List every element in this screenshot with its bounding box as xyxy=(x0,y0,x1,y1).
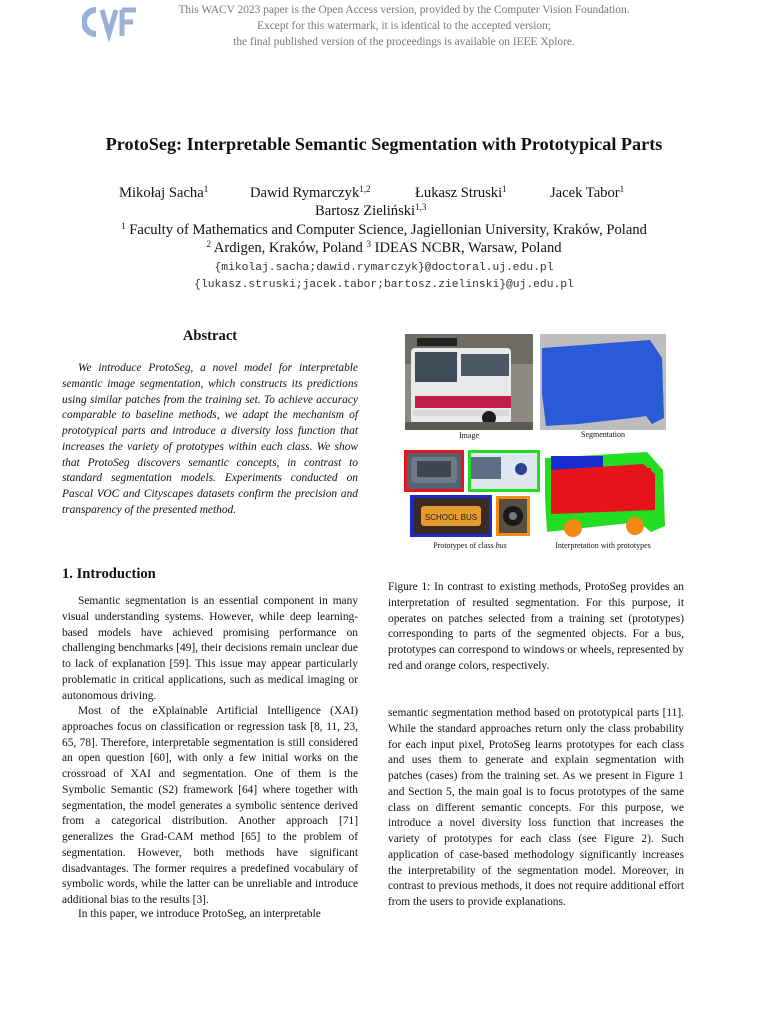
figure-label-image: Image xyxy=(459,431,479,440)
watermark xyxy=(150,2,658,50)
author-sup: 1 xyxy=(619,184,625,194)
email-line: {lukasz.struski;jacek.tabor;bartosz.zielinski}@uj.edu.pl xyxy=(194,279,574,291)
interpretation-map xyxy=(543,448,667,540)
author xyxy=(550,185,624,202)
paragraph: In this paper, we introduce ProtoSeg, an interpretable xyxy=(78,908,321,920)
bus-destination-text: SCHOOL BUS xyxy=(424,513,478,522)
figure-label-prototypes: Prototypes of class bus xyxy=(433,541,507,550)
author-sup: 1,3 xyxy=(415,202,427,212)
cvf-logo xyxy=(82,4,142,44)
bus-photo xyxy=(405,334,533,430)
author xyxy=(119,185,208,202)
watermark-line: This WACV 2023 paper is the Open Access version, provided by the Computer Vision Foundation. xyxy=(178,4,630,16)
author-name: Bartosz Zieliński xyxy=(315,203,416,219)
paragraph: semantic segmentation method based on prototypical parts [11]. While the standard approaches return only the class probability for each input pixel, ProtoSeg learns prototypes for each class and uses them to generate and explain segmentation with patches (cases) from the training set. As we present in Figure 1 and Section 5, the main goal is to focus prototypes of the same class on different semantic concepts. For this purpose, we introduce a novel diversity loss function that increases the variety of prototypes for each class (see Figure 2). Such application of case-based methodology significantly increases the interpretability of the segmentation model. Moreover, in contrast to previous methods, it does not require additional effort from the users to provide explanations. xyxy=(388,707,684,908)
author-name: Dawid Rymarczyk xyxy=(250,185,360,201)
abstract-heading: Abstract xyxy=(182,328,238,344)
segmentation-mask xyxy=(540,334,666,430)
author-sup: 1 xyxy=(502,184,507,194)
author-sup: 1 xyxy=(203,184,209,194)
prototype-sign-blue xyxy=(410,495,492,537)
figure-label-segmentation: Segmentation xyxy=(581,430,625,439)
abstract-text: We introduce ProtoSeg, a novel model for interpretable semantic image segmentation, which constructs its predictions using similar patches from the training set. To achieve accuracy comparable to baseline methods, we adapt the mechanism of prototypical parts and introduce a diversity loss function that increases the variety of prototypes within each class. We show that ProtoSeg discovers semantic concepts, in contrast to standard segmentation models. Experiments conducted on Pascal VOC and Cityscapes datasets confirm the precision and transparency of the presented method. xyxy=(62,362,358,516)
figure-1 xyxy=(400,330,670,556)
email-line: {mikolaj.sacha;dawid.rymarczyk}@doctoral.uj.edu.pl xyxy=(214,262,554,274)
author-name: Jacek Tabor xyxy=(550,185,620,201)
figure-label-interpretation: Interpretation with prototypes xyxy=(555,541,651,550)
author-name: Łukasz Struski xyxy=(415,185,503,201)
prototype-window-red xyxy=(404,450,464,492)
figure-caption: Figure 1: In contrast to existing methods, ProtoSeg provides an interpretation of resulted segmentation. For this purpose, it operates on patches selected from a training set (prototypes) corresponding to parts of the segmented objects. For a bus, prototypes can correspond to windows or wheels, represented by red and orange colors, respectively. xyxy=(388,581,684,672)
prototype-wheel-orange xyxy=(496,496,530,536)
segmentation-map xyxy=(540,334,666,430)
author xyxy=(315,203,426,220)
author-sup: 1,2 xyxy=(359,184,371,194)
affiliation-line: $^2$ Ardigen, Kraków, Poland $^3$ IDEAS NCBR, Warsaw, Poland xyxy=(206,239,562,256)
watermark-line: the final published version of the proceedings is available on IEEE Xplore. xyxy=(233,36,575,48)
section-heading: 1. Introduction xyxy=(62,566,156,582)
prototype-side-green xyxy=(468,450,540,492)
author xyxy=(250,185,371,202)
paragraph: Semantic segmentation is an essential component in many visual understanding systems. However, while deep learning-based models have achieved promising performance on challenging benchmarks [49], their decisions remain unclear due to lack of explanation [59]. This issue may appear particularly problematic in critical applications, such as medical imaging or autonomous driving. xyxy=(62,595,358,702)
watermark-line: Except for this watermark, it is identical to the accepted version; xyxy=(257,20,551,32)
affiliation-line: $^1$ Faculty of Mathematics and Computer Science, Jagiellonian University, Kraków, Poland xyxy=(121,221,647,238)
paragraph: Most of the eXplainable Artificial Intelligence (XAI) approaches focus on classification or regression task [8, 11, 23, 65, 78]. Therefore, interpretable segmentation is still considered an open question [60], with only a few initial works on the crossroad of XAI and segmentation. One of them is the Symbolic Semantic (S2) framework [64] where together with segmentation, the model generates a symbolic sentence derived from a categorical distribution. Another approach [71] generalizes the Grad-CAM method [65] to the problem of segmentation. However, both methods have significant disadvantages. The former requires a predefined vocabulary of symbolic words, while the latter can be unreliable and introduce additional bias to the results [3]. xyxy=(62,705,358,906)
paper-title: ProtoSeg: Interpretable Semantic Segmentation with Prototypical Parts xyxy=(105,134,663,154)
author xyxy=(415,185,507,202)
author-name: Mikołaj Sacha xyxy=(119,185,204,201)
